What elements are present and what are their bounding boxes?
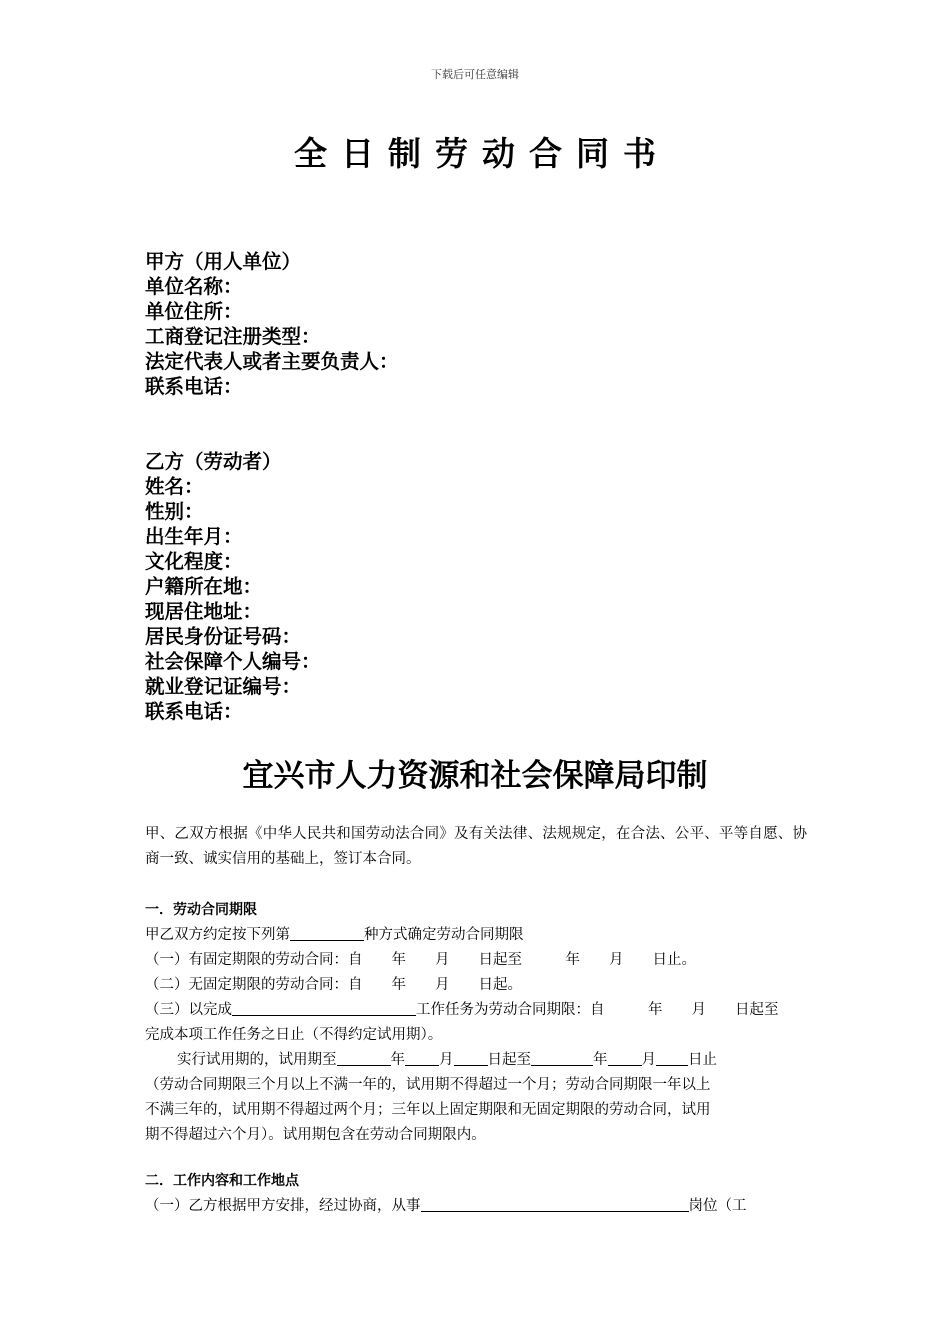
section1-heading: 一．劳动合同期限 <box>145 902 257 918</box>
party-a-field-address: 单位住所： <box>145 300 243 323</box>
section1-line7: （劳动合同期限三个月以上不满一年的，试用期不得超过一个月；劳动合同期限一年以上 <box>145 1077 711 1093</box>
probation-text-b: 日起至 <box>487 1052 531 1068</box>
section1-line4-text-b: 工作任务为劳动合同期限：自 年 月 日起至 <box>416 1002 779 1018</box>
probation-year-label: 年 <box>390 1052 405 1068</box>
probation-year-blank <box>337 1050 391 1066</box>
section1-line2: （一）有固定期限的劳动合同：自 年 月 日起至 年 月 日止。 <box>145 952 696 968</box>
party-a-field-unit-name: 单位名称： <box>145 275 243 298</box>
probation-day-blank <box>454 1050 488 1066</box>
probation-end-month-label: 月 <box>641 1052 656 1068</box>
task-blank <box>232 1000 416 1016</box>
party-a-field-registration-type: 工商登记注册类型： <box>145 325 321 348</box>
section1-line1-text-a: 甲乙双方约定按下列第 <box>145 927 290 943</box>
section2-heading: 二．工作内容和工作地点 <box>145 1173 299 1189</box>
section1-line4-text-a: （三）以完成 <box>145 1002 232 1018</box>
document-title: 全日制劳动合同书 <box>294 134 670 173</box>
party-a-field-legal-representative: 法定代表人或者主要负责人： <box>145 350 399 373</box>
party-b-field-birth: 出生年月： <box>145 525 243 548</box>
section1-line8: 不满三年的，试用期不得超过两个月；三年以上固定期限和无固定期限的劳动合同，试用 <box>145 1102 711 1118</box>
party-b-heading: 乙方（劳动者） <box>145 450 282 473</box>
publisher-line: 宜兴市人力资源和社会保障局印制 <box>242 758 708 794</box>
party-b-block <box>145 449 321 724</box>
method-blank <box>290 925 364 941</box>
party-b-field-gender: 性别： <box>145 500 204 523</box>
party-b-field-household: 户籍所在地： <box>145 575 263 598</box>
section-work-content <box>145 1169 807 1219</box>
party-a-field-phone: 联系电话： <box>145 375 243 398</box>
section1-line5: 完成本项工作任务之日止（不得约定试用期）。 <box>145 1027 443 1043</box>
probation-end-year-blank <box>531 1050 593 1066</box>
section1-line6 <box>145 1048 807 1073</box>
section-contract-term <box>145 898 807 1148</box>
probation-text-a: 实行试用期的，试用期至 <box>177 1052 337 1068</box>
probation-month-label: 月 <box>439 1052 454 1068</box>
party-b-field-employment-cert: 就业登记证编号： <box>145 675 302 698</box>
intro-paragraph <box>145 822 807 872</box>
intro-text: 甲、乙双方根据《中华人民共和国劳动法合同》及有关法律、法规规定，在合法、公平、平等自愿、协商一致、诚实信用的基础上，签订本合同。 <box>145 826 807 867</box>
party-a-heading: 甲方（用人单位） <box>145 250 302 273</box>
section1-line3: （二）无固定期限的劳动合同：自 年 月 日起。 <box>145 977 522 993</box>
section2-line1 <box>145 1194 807 1219</box>
probation-end-month-blank <box>608 1050 642 1066</box>
party-b-field-current-address: 现居住地址： <box>145 600 263 623</box>
section2-line1-text-a: （一）乙方根据甲方安排，经过协商，从事 <box>145 1198 421 1214</box>
party-b-field-name: 姓名： <box>145 475 204 498</box>
section2-line1-text-b: 岗位（工 <box>688 1198 747 1214</box>
probation-month-blank <box>405 1050 439 1066</box>
party-b-field-phone: 联系电话： <box>145 700 243 723</box>
probation-end-year-label: 年 <box>593 1052 608 1068</box>
section1-line1 <box>145 923 807 948</box>
probation-end-day-blank <box>656 1050 688 1066</box>
header-note: 下载后可任意编辑 <box>431 68 519 81</box>
party-b-field-education: 文化程度： <box>145 550 243 573</box>
section1-line1-text-b: 种方式确定劳动合同期限 <box>364 927 524 943</box>
section1-line9: 期不得超过六个月）。试用期包含在劳动合同期限内。 <box>145 1127 486 1143</box>
party-b-field-social-security: 社会保障个人编号： <box>145 650 321 673</box>
probation-end-label: 日止 <box>688 1052 717 1068</box>
section1-line4 <box>145 998 807 1023</box>
party-b-field-id-number: 居民身份证号码： <box>145 625 302 648</box>
party-a-block <box>145 249 399 399</box>
position-blank <box>421 1196 689 1212</box>
